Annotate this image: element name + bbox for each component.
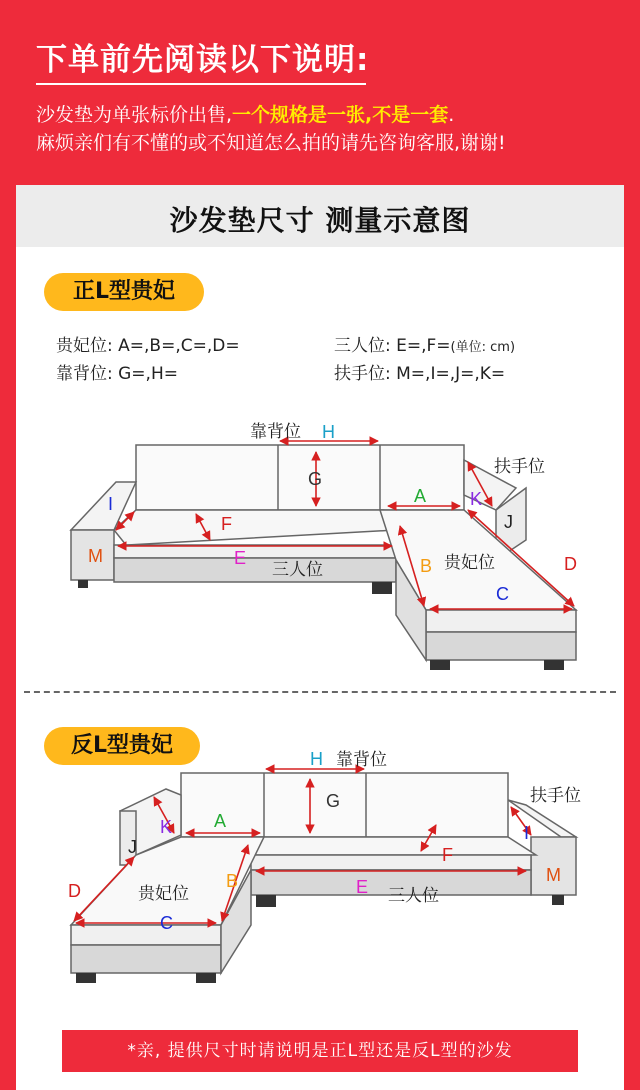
label-backrest: 靠背位 — [250, 422, 301, 442]
label-armrest: 扶手位 — [494, 457, 545, 477]
label-three-seat: 三人位 — [272, 560, 323, 580]
label-F: F — [221, 514, 232, 534]
notice-line-1 — [36, 100, 454, 127]
label-H-2: H — [310, 749, 323, 769]
label-B: B — [420, 556, 433, 576]
label-D: D — [564, 554, 577, 574]
section-divider — [24, 691, 616, 693]
label-F-2: F — [442, 845, 453, 865]
spec-chaise: 贵妃位: A=,B=,C=,D= — [56, 336, 240, 356]
notice-line-1-post: . — [448, 104, 455, 126]
badge-left-l: 反L型贵妃 — [44, 727, 200, 765]
label-M: M — [88, 546, 103, 566]
spec-backrest: 靠背位: G=,H= — [56, 364, 178, 384]
label-K-2: K — [160, 817, 173, 837]
label-M-2: M — [546, 865, 561, 885]
notice-line-2: 麻烦亲们有不懂的或不知道怎么拍的请先咨询客服,谢谢! — [36, 132, 506, 154]
label-E: E — [234, 548, 247, 568]
label-chaise: 贵妃位 — [444, 553, 495, 573]
spec-unit: (单位: cm) — [450, 340, 516, 355]
label-I-2: I — [524, 823, 530, 843]
label-H: H — [322, 422, 335, 442]
sofa-shape-2 — [71, 773, 576, 973]
notice-line-1-pre: 沙发垫为单张标价出售, — [36, 104, 233, 126]
notice-highlight: 一个规格是一张,不是一套 — [232, 104, 449, 126]
label-three-seat-2: 三人位 — [388, 886, 439, 906]
label-backrest-2: 靠背位 — [336, 750, 387, 770]
right-l-sofa-diagram — [16, 410, 624, 670]
label-K: K — [470, 489, 483, 509]
label-E-2: E — [356, 877, 369, 897]
spec-armrest: 扶手位: M=,I=,J=,K= — [334, 364, 506, 384]
label-C: C — [496, 584, 509, 604]
footer-note: *亲, 提供尺寸时请说明是正L型还是反L型的沙发 — [62, 1030, 578, 1072]
spec-three-seat — [334, 331, 515, 356]
title-underline — [36, 83, 366, 85]
label-C-2: C — [160, 913, 173, 933]
left-l-sofa-diagram — [16, 745, 624, 1005]
label-chaise-2: 贵妃位 — [138, 884, 189, 904]
spec-three-seat-text: 三人位: E=,F= — [334, 336, 451, 356]
label-J-2: J — [128, 837, 137, 857]
label-B-2: B — [226, 871, 239, 891]
label-J: J — [504, 512, 513, 532]
banner-title: 沙发垫尺寸 测量示意图 — [169, 204, 471, 237]
diagram-panel — [16, 185, 624, 1090]
header — [0, 0, 640, 185]
label-A: A — [414, 486, 427, 506]
label-armrest-2: 扶手位 — [530, 786, 581, 806]
label-A-2: A — [214, 811, 227, 831]
banner — [16, 185, 624, 247]
label-G-2: G — [326, 791, 341, 811]
label-G: G — [308, 469, 323, 489]
sofa-shape — [71, 445, 576, 660]
label-D-2: D — [68, 881, 81, 901]
label-I: I — [108, 494, 114, 514]
badge-right-l: 正L型贵妃 — [44, 273, 204, 311]
notice-title: 下单前先阅读以下说明: — [36, 42, 370, 78]
